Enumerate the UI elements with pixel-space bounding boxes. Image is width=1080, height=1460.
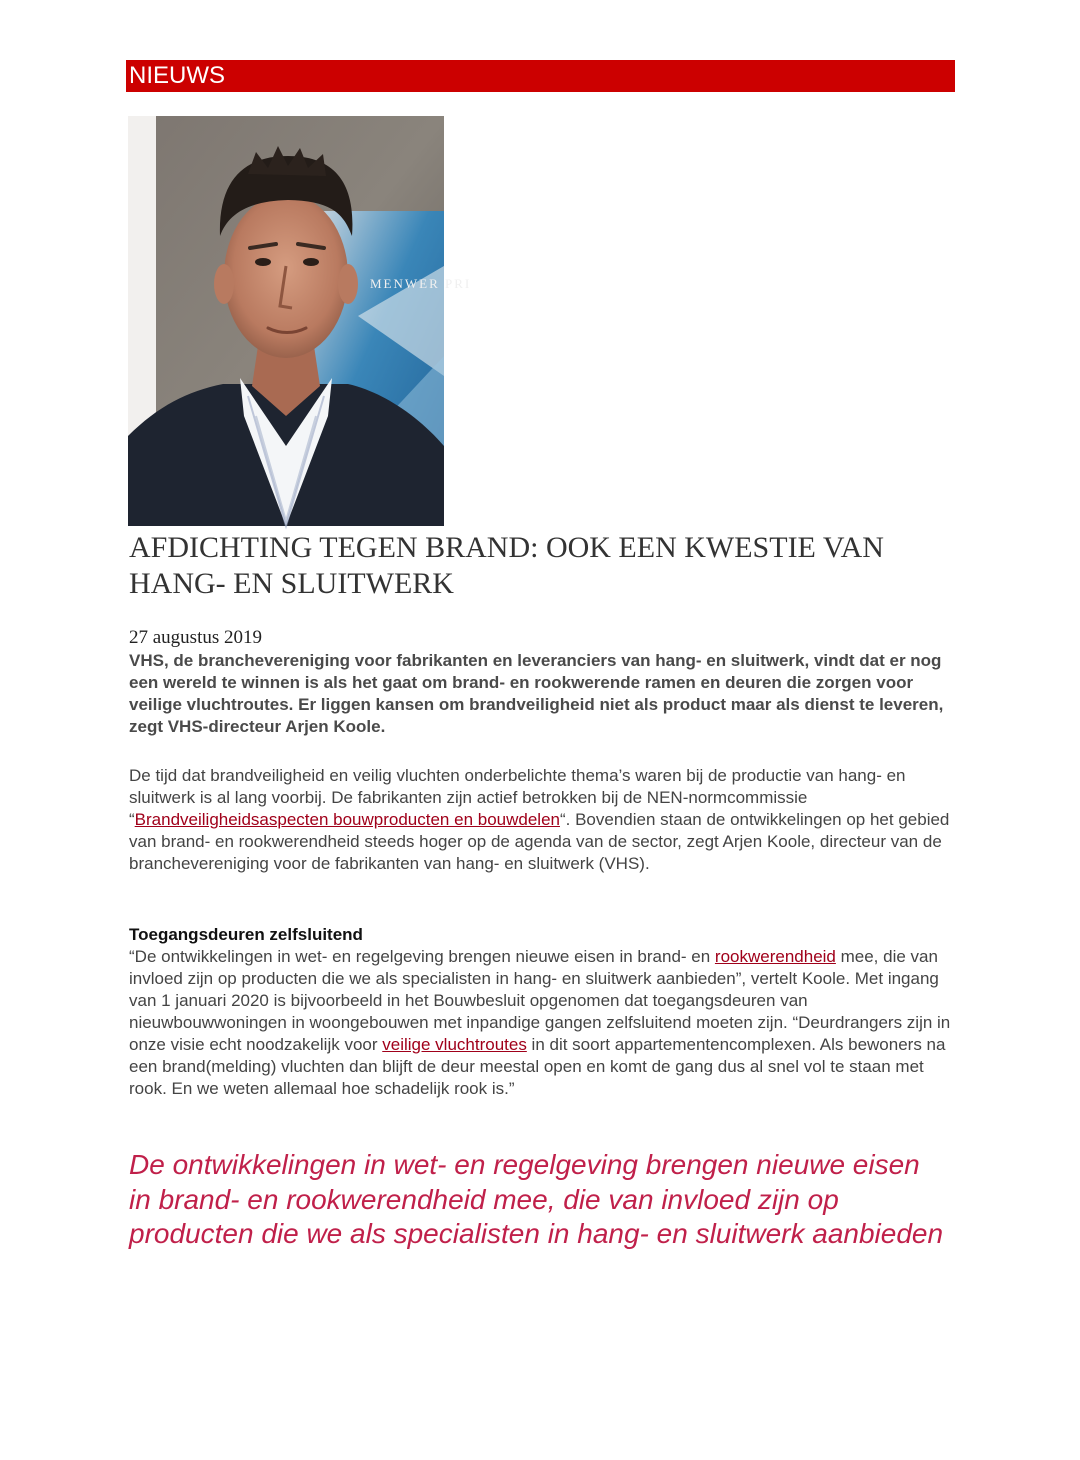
- paragraph-text: “. Bovendien staan de ontwikkelingen op het gebied van brand- en rookwerendheid steeds hoger op de agenda van de sector, zegt Arjen Koole, directeur van de branchevereniging voor de fabrikanten van hang- en sluitwerk (VHS).: [129, 810, 950, 873]
- paragraph-text: in dit soort appartementencomplexen. Als bewoners na een brand(melding) vluchten dan blijft de deur meestal open en komt de gang dus al snel vol te staan met rook. En we weten allemaal hoe schadelijk rook is.”: [129, 1035, 946, 1098]
- paragraph-text: “De ontwikkelingen in wet- en regelgeving brengen nieuwe eisen in brand- en: [129, 947, 715, 966]
- link-rookwerendheid[interactable]: rookwerendheid: [714, 947, 836, 966]
- section-header-bar: [126, 60, 955, 92]
- photo-backdrop-text: MENWER PRI: [370, 276, 472, 291]
- subheading: Toegangsdeuren zelfsluitend: [129, 925, 363, 944]
- link-veilige-vluchtroutes[interactable]: veilige vluchtroutes: [382, 1035, 527, 1054]
- pull-quote: De ontwikkelingen in wet- en regelgeving brengen nieuwe eisen in brand- en rookwerendheid mee, die van invloed zijn op producten die we als specialisten in hang- en sluitwerk aanbieden: [129, 1149, 944, 1249]
- article-photo: [128, 116, 472, 526]
- paragraph-text: mee, die van invloed zijn op producten die we als specialisten in hang- en sluitwerk aanbieden”, vertelt Koole. Met ingang van 1 januari 2020 is bijvoorbeeld in het Bouwbesluit opgenomen dat toegangsdeuren van nieuwbouwwoningen in woongebouwen met inpandige gangen zelfsluitend moeten zijn. “Deurdrangers zijn in onze visie echt noodzakelijk voor: [129, 947, 951, 1054]
- article-title: AFDICHTING TEGEN BRAND: OOK EEN KWESTIE VAN HANG- EN SLUITWERK: [129, 531, 884, 600]
- article-paragraph-2: [129, 946, 954, 1100]
- paragraph-text: De tijd dat brandveiligheid en veilig vluchten onderbelichte thema’s waren bij de productie van hang- en sluitwerk is al lang voorbij. De fabrikanten zijn actief betrokken bij de NEN-normcommissie “: [129, 766, 906, 829]
- article-paragraph-1: [129, 765, 954, 875]
- link-brandveiligheidsaspecten[interactable]: Brandveiligheidsaspecten bouwproducten en bouwdelen: [134, 810, 560, 829]
- article-lead: VHS, de branchevereniging voor fabrikanten en leveranciers van hang- en sluitwerk, vindt dat er nog een wereld te winnen is als het gaat om brand- en rookwerende ramen en deuren die zorgen voor veilige vluchtroutes. Er liggen kansen om brandveiligheid niet als product maar als dienst te leveren, zegt VHS-directeur Arjen Koole.: [129, 651, 944, 736]
- section-label: NIEUWS: [129, 62, 225, 89]
- article-date: 27 augustus 2019: [129, 627, 262, 648]
